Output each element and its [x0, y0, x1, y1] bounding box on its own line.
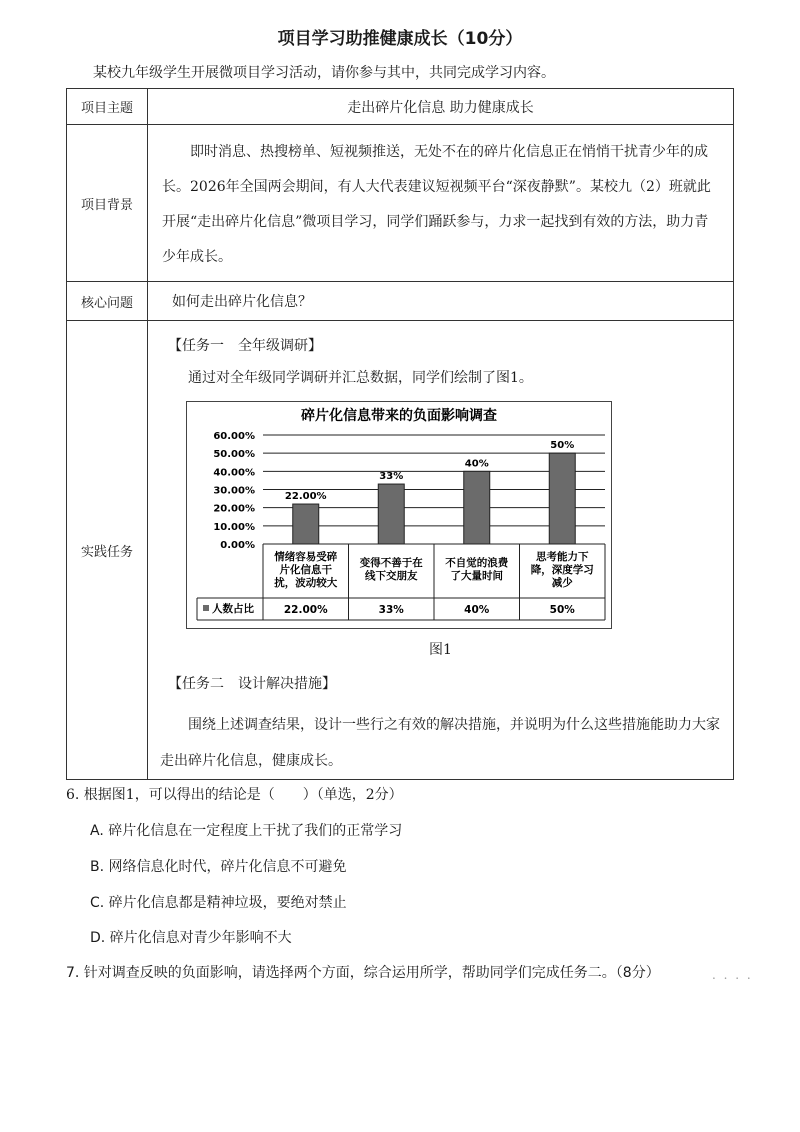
y-tick-label: 40.00% [213, 467, 255, 479]
category-label: 不自觉的浪费 [445, 557, 509, 569]
category-label: 了大量时间 [450, 570, 503, 582]
category-label: 降，深度学习 [530, 564, 594, 576]
q6-option-a: A. 碎片化信息在一定程度上干扰了我们的正常学习 [90, 823, 403, 839]
question-7-stem: 7. 针对调查反映的负面影响，请选择两个方面，综合运用所学，帮助同学们完成任务二。（8分） [66, 965, 660, 981]
data-label: 33% [379, 471, 404, 483]
bar [293, 504, 319, 544]
intro-text: 某校九年级学生开展微项目学习活动，请你参与其中，共同完成学习内容。 [93, 65, 555, 81]
data-label: 22.00% [284, 491, 327, 503]
task2-title: 【任务二 设计解决措施】 [168, 676, 336, 692]
category-label: 扰，波动较大 [274, 577, 338, 589]
row-core [67, 282, 734, 321]
category-label: 变得不善于在 [359, 557, 423, 569]
trailing-dots: . . . . [712, 968, 753, 982]
chart-title: 碎片化信息带来的负面影响调查 [301, 408, 497, 424]
core-content: 如何走出碎片化信息？ [148, 282, 734, 321]
legend-swatch [203, 605, 209, 611]
bar [464, 471, 490, 544]
q6-option-b: B. 网络信息化时代，碎片化信息不可避免 [90, 859, 347, 875]
task1-title: 【任务一 全年级调研】 [168, 338, 322, 354]
category-label: 减少 [551, 577, 573, 589]
y-tick-label: 0.00% [220, 540, 255, 551]
y-tick-label: 60.00% [213, 431, 255, 442]
bar [549, 453, 575, 544]
background-label: 项目背景 [67, 125, 148, 282]
table-value: 22.00% [283, 604, 328, 616]
q6-option-c: C. 碎片化信息都是精神垃圾，要绝对禁止 [90, 895, 347, 911]
y-tick-label: 30.00% [213, 485, 255, 497]
data-label: 40% [464, 458, 489, 470]
practice-label: 实践任务 [67, 321, 148, 780]
category-label: 片化信息干 [279, 564, 332, 576]
figure-caption: 图1 [429, 642, 452, 658]
bar [378, 484, 404, 544]
bar-chart-svg [187, 402, 611, 628]
background-content: 即时消息、热搜榜单、短视频推送，无处不在的碎片化信息正在悄悄干扰青少年的成长。2026年全国两会期间，有人大代表建议短视频平台“深夜静默”。某校九（2）班就此开展“走出碎片化信息”微项目学习，同学们踊跃参与，力求一起找到有效的方法，助力青少年成长。 [162, 144, 711, 265]
q6-option-d: D. 碎片化信息对青少年影响不大 [90, 930, 292, 946]
task2-text: 围绕上述调查结果，设计一些行之有效的解决措施，并说明为什么这些措施能助力大家走出碎片化信息，健康成长。 [160, 717, 720, 769]
core-label: 核心问题 [67, 282, 148, 321]
table-value: 40% [464, 604, 490, 616]
theme-content: 走出碎片化信息 助力健康成长 [148, 89, 734, 125]
table-value: 50% [549, 604, 575, 616]
category-label: 情绪容易受碎 [274, 551, 338, 563]
row-background [67, 125, 734, 282]
y-tick-label: 50.00% [213, 449, 255, 461]
project-table [66, 88, 734, 780]
theme-label: 项目主题 [67, 89, 148, 125]
data-label: 50% [550, 440, 575, 452]
table-value: 33% [378, 604, 404, 616]
row-practice [67, 321, 734, 780]
task1-text: 通过对全年级同学调研并汇总数据，同学们绘制了图1。 [188, 370, 533, 386]
row-theme [67, 89, 734, 125]
y-tick-label: 20.00% [213, 503, 255, 515]
category-label: 线下交朋友 [365, 570, 418, 582]
question-6-stem: 6. 根据图1，可以得出的结论是（ ）（单选，2分） [66, 787, 403, 803]
category-label: 思考能力下 [536, 551, 589, 563]
table-row-label: 人数占比 [212, 603, 254, 615]
figure-1-chart [186, 401, 612, 629]
y-tick-label: 10.00% [213, 521, 255, 533]
page-title: 项目学习助推健康成长（10分） [277, 29, 523, 49]
